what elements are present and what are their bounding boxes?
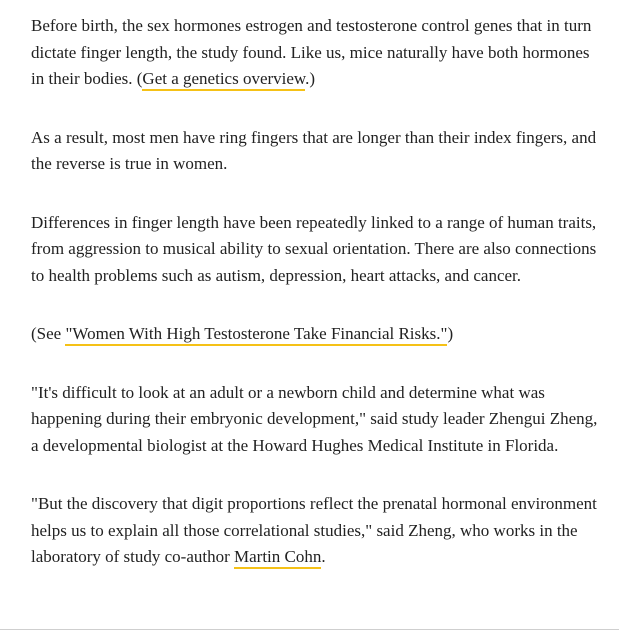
paragraph-text: As a result, most men have ring fingers that are longer than their index fingers, and the reverse is true in women. [31, 127, 597, 173]
paragraph-discovery [31, 491, 601, 571]
paragraph-text: (See [31, 324, 66, 343]
article-body [31, 13, 601, 603]
bottom-divider [0, 629, 619, 630]
paragraph-text-tail: .) [305, 69, 316, 88]
paragraph-see-also [31, 321, 601, 348]
paragraph-text: "But the discovery that digit proportions reflect the prenatal hormonal environment helps us to explain all those correlational studies," said Zheng, who works in the laboratory of study co-author [31, 494, 597, 566]
paragraph-text: Before birth, the sex hormones estrogen and testosterone control genes that in turn dictate finger length, the study found. Like us, mice naturally have both hormones in their bodies. ( [31, 16, 592, 88]
testosterone-risks-link[interactable]: "Women With High Testosterone Take Financial Risks." [65, 324, 447, 346]
paragraph-finger-ratio [31, 125, 601, 178]
paragraph-hormones [31, 13, 601, 93]
paragraph-text-tail: . [321, 547, 326, 566]
paragraph-text-tail: ) [447, 324, 454, 343]
genetics-overview-link[interactable]: Get a genetics overview [142, 69, 305, 91]
paragraph-text: Differences in finger length have been repeatedly linked to a range of human traits, from aggression to musical ability to sexual orientation. There are also connections to health problems such as autism, depression, heart attacks, and cancer. [31, 212, 597, 285]
paragraph-quote-zheng [31, 380, 601, 460]
paragraph-text: "It's difficult to look at an adult or a newborn child and determine what was happening during their embryonic development," said study leader Zhengui Zheng, a developmental biologist at the Howard Hughes Medical Institute in Florida. [31, 382, 598, 455]
martin-cohn-link[interactable]: Martin Cohn [234, 547, 321, 569]
paragraph-traits [31, 210, 601, 290]
